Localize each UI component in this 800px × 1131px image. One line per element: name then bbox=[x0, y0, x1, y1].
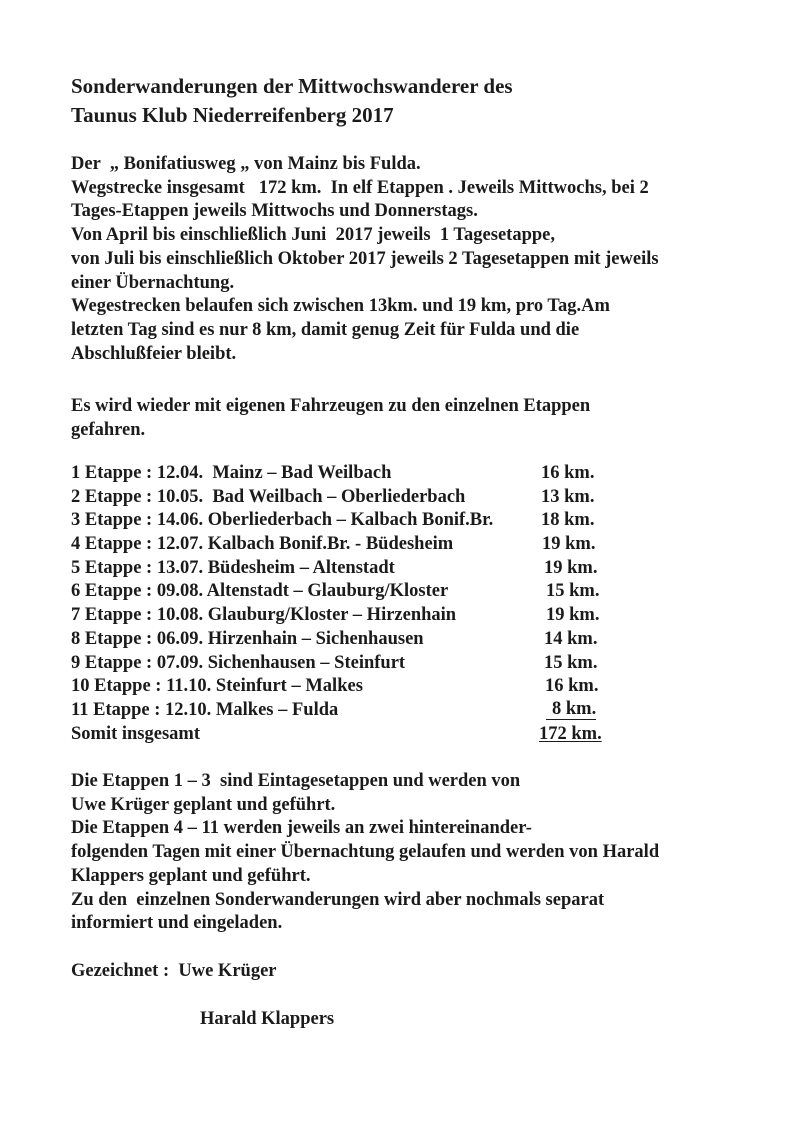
total-row bbox=[71, 723, 602, 747]
transport-line: gefahren. bbox=[71, 419, 146, 440]
stage-distance: 19 km. bbox=[544, 557, 598, 578]
notes-line: Klappers geplant und geführt. bbox=[71, 865, 311, 886]
total-distance: 172 km. bbox=[539, 723, 602, 744]
stage-distance: 16 km. bbox=[541, 463, 595, 483]
stage-description: 11 Etappe : 12.10. Malkes – Fulda bbox=[71, 699, 339, 720]
stage-description: 7 Etappe : 10.08. Glauburg/Kloster – Hirzenhain bbox=[71, 605, 457, 626]
intro-line: einer Übernachtung. bbox=[71, 272, 235, 293]
stage-description: 5 Etappe : 13.07. Büdesheim – Altenstadt bbox=[71, 557, 395, 578]
stage-description: 6 Etappe : 09.08. Altenstadt – Glauburg/Kloster bbox=[71, 581, 449, 602]
signature-label: Gezeichnet : bbox=[71, 961, 170, 981]
stage-description: 3 Etappe : 14.06. Oberliederbach – Kalbach Bonif.Br. bbox=[71, 510, 494, 531]
signature-block bbox=[71, 960, 277, 984]
stage-row bbox=[71, 509, 595, 533]
intro-line: Wegstrecke insgesamt 172 km. In elf Etappen . Jeweils Mittwochs, bei 2 bbox=[71, 177, 649, 198]
stage-description: 9 Etappe : 07.09. Sichenhausen – Steinfurt bbox=[71, 652, 406, 673]
intro-line: Der „ Bonifatiusweg „ von Mainz bis Fulda. bbox=[71, 154, 421, 174]
notes-line: Die Etappen 1 – 3 sind Eintagesetappen und werden von bbox=[71, 771, 521, 791]
stage-description: 8 Etappe : 06.09. Hirzenhain – Sichenhausen bbox=[71, 628, 424, 649]
stage-distance: 16 km. bbox=[545, 676, 599, 697]
stage-row bbox=[71, 462, 595, 486]
stage-row bbox=[71, 580, 600, 604]
notes-line: folgenden Tagen mit einer Übernachtung gelaufen und werden von Harald bbox=[71, 842, 660, 863]
intro-line: Wegestrecken belaufen sich zwischen 13km. und 19 km, pro Tag.Am bbox=[71, 296, 610, 317]
signature-name-2: Harald Klappers bbox=[200, 1009, 335, 1029]
document-title bbox=[71, 72, 513, 130]
stage-description: 1 Etappe : 12.04. Mainz – Bad Weilbach bbox=[71, 463, 392, 483]
intro-line: Von April bis einschließlich Juni 2017 jeweils 1 Tagesetappe, bbox=[71, 225, 555, 246]
stage-distance: 8 km. bbox=[546, 699, 596, 720]
transport-line: Es wird wieder mit eigenen Fahrzeugen zu den einzelnen Etappen bbox=[71, 396, 591, 416]
stage-row bbox=[71, 652, 598, 676]
total-label: Somit insgesamt bbox=[71, 723, 200, 744]
intro-line: Tages-Etappen jeweils Mittwochs und Donnerstags. bbox=[71, 201, 478, 222]
stage-list bbox=[71, 462, 602, 746]
stage-description: 2 Etappe : 10.05. Bad Weilbach – Oberliederbach bbox=[71, 486, 466, 507]
notes-line: Die Etappen 4 – 11 werden jeweils an zwei hintereinander- bbox=[71, 818, 532, 839]
stage-row bbox=[71, 557, 598, 581]
stage-distance: 19 km. bbox=[542, 534, 596, 555]
stage-description: 4 Etappe : 12.07. Kalbach Bonif.Br. - Büdesheim bbox=[71, 534, 454, 555]
stage-row bbox=[71, 486, 595, 510]
stage-distance: 14 km. bbox=[544, 628, 598, 649]
notes-line: Zu den einzelnen Sonderwanderungen wird aber nochmals separat bbox=[71, 889, 605, 910]
stage-description: 10 Etappe : 11.10. Steinfurt – Malkes bbox=[71, 676, 363, 697]
stage-distance: 15 km. bbox=[546, 581, 600, 602]
title-line-2: Taunus Klub Niederreifenberg 2017 bbox=[71, 103, 394, 127]
stage-row bbox=[71, 628, 598, 652]
stage-distance: 15 km. bbox=[544, 652, 598, 673]
stage-row bbox=[71, 533, 596, 557]
notes-line: informiert und eingeladen. bbox=[71, 913, 283, 934]
stage-distance: 18 km. bbox=[541, 510, 595, 531]
notes-paragraph bbox=[71, 770, 659, 936]
notes-line: Uwe Krüger geplant und geführt. bbox=[71, 794, 336, 815]
intro-paragraph bbox=[71, 153, 659, 366]
intro-line: Abschlußfeier bleibt. bbox=[71, 343, 237, 364]
signature-name-1: Uwe Krüger bbox=[178, 961, 277, 981]
stage-distance: 13 km. bbox=[541, 486, 595, 507]
intro-line: letzten Tag sind es nur 8 km, damit genug Zeit für Fulda und die bbox=[71, 319, 580, 340]
stage-row bbox=[71, 604, 600, 628]
stage-distance: 19 km. bbox=[546, 605, 600, 626]
intro-line: von Juli bis einschließlich Oktober 2017 jeweils 2 Tagesetappen mit jeweils bbox=[71, 248, 659, 269]
transport-paragraph bbox=[71, 395, 590, 442]
title-line-1: Sonderwanderungen der Mittwochswanderer des bbox=[71, 74, 513, 98]
stage-row bbox=[71, 675, 599, 699]
stage-row bbox=[71, 698, 597, 723]
